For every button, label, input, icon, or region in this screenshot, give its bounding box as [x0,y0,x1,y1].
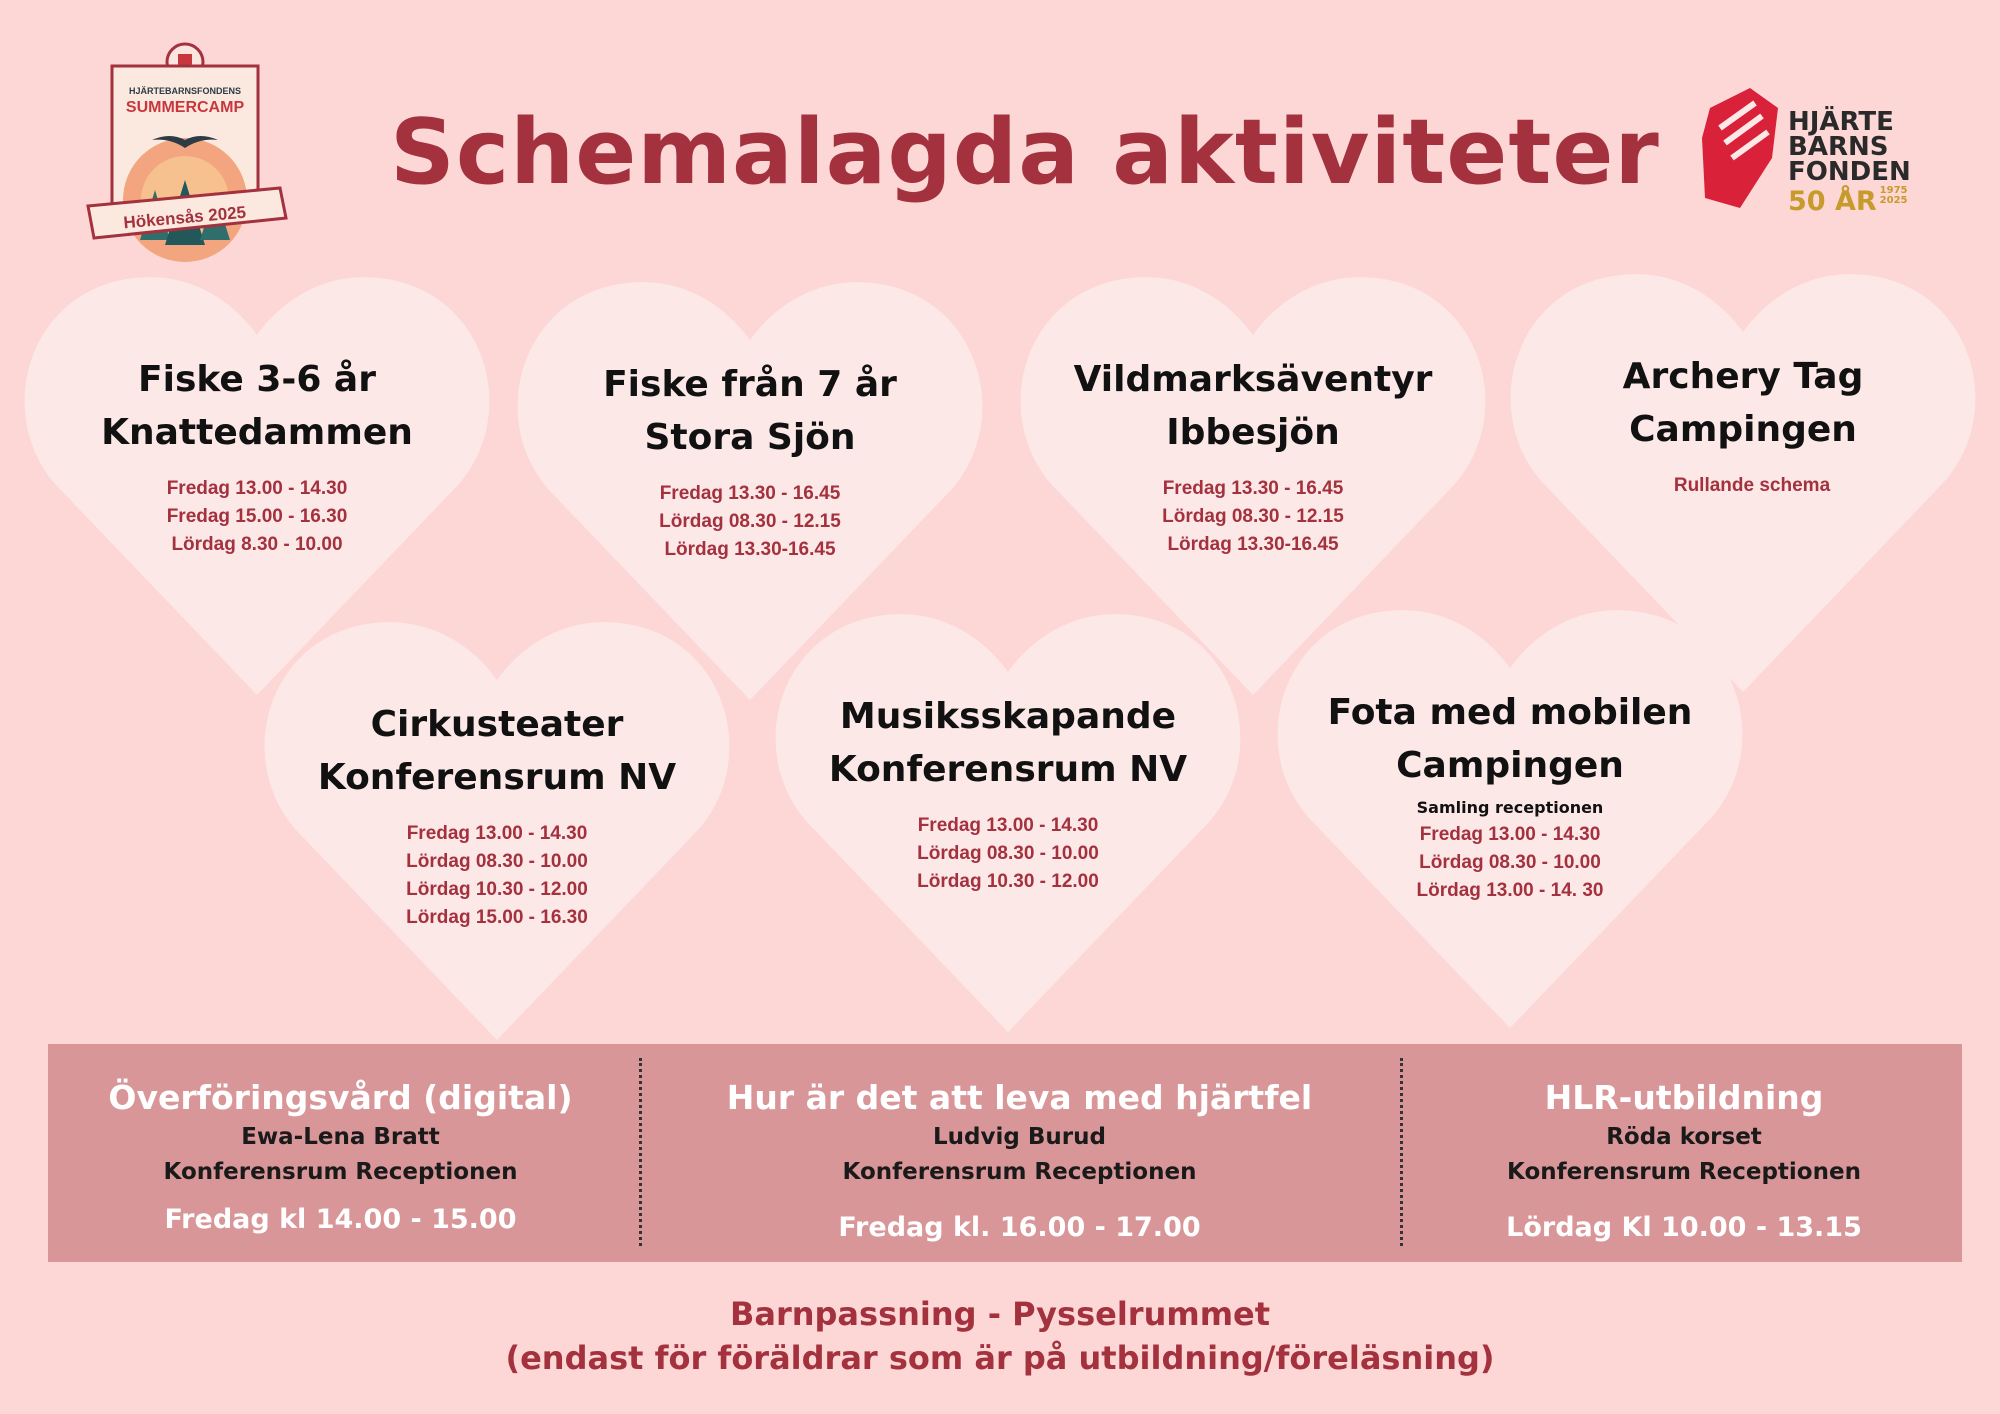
activity-note: Samling receptionen [1416,798,1604,817]
activity-title: Cirkusteater [370,704,624,745]
lecture-time: Fredag kl 14.00 - 15.00 [164,1204,517,1235]
lecture-room: Konferensrum Receptionen [163,1159,518,1185]
activity-title: Fota med mobilen [1327,692,1693,733]
lecture-speaker: Ewa-Lena Bratt [241,1124,440,1150]
activity-time: Rullande schema [1673,475,1831,496]
badge-ribbon-text: Hökensås 2025 [122,202,247,233]
badge-name-text: SUMMERCAMP [125,99,245,116]
logo-year-to: 2025 [1879,195,1908,206]
activity-title: Fiske 3-6 år [138,359,376,400]
logo-year-from: 1975 [1879,185,1908,196]
badge-org-text: HJÄRTEBARNSFONDENS [128,86,242,96]
lecture-speaker: Röda korset [1606,1124,1762,1150]
activity-time: Fredag 13.00 - 14.30 [166,478,348,499]
childcare-note [300,1292,1700,1380]
activity-place: Konferensrum NV [828,749,1188,790]
heart-hand-icon [1702,88,1778,208]
activity-time: Lördag 08.30 - 10.00 [406,851,588,872]
summercamp-badge [80,40,290,270]
activity-time: Fredag 13.00 - 14.30 [917,815,1099,836]
lecture-item [1404,1076,1964,1243]
lecture-speaker: Ludvig Burud [933,1124,1106,1150]
lecture-item [48,1076,633,1235]
activity-place: Ibbesjön [1166,412,1340,453]
logo-line3: FONDEN [1788,157,1911,187]
activity-title: Archery Tag [1622,356,1864,397]
lecture-title: HLR-utbildning [1544,1078,1824,1117]
activity-title: Vildmarksäventyr [1073,359,1433,400]
activity-time: Fredag 13.30 - 16.45 [1162,478,1344,499]
childcare-title: Barnpassning - Pysselrummet [729,1295,1271,1333]
lecture-room: Konferensrum Receptionen [1507,1159,1861,1185]
childcare-condition: (endast för föräldrar som är på utbildning/föreläsning) [505,1339,1495,1377]
activity-place: Knattedammen [101,412,413,453]
activity-place: Stora Sjön [644,417,856,458]
activity-title: Musiksskapande [839,696,1177,737]
activity-time: Fredag 13.00 - 14.30 [1419,824,1601,845]
activity-time: Lördag 13.00 - 14. 30 [1416,880,1604,901]
activity-place: Campingen [1629,409,1857,450]
activity-title: Fiske från 7 år [603,364,897,405]
page-title: Schemalagda aktiviteter [390,100,1660,205]
band-divider [1400,1058,1403,1246]
activity-time: Lördag 08.30 - 10.00 [1419,852,1601,873]
activity-time: Lördag 10.30 - 12.00 [917,871,1099,892]
activity-time: Fredag 15.00 - 16.30 [166,506,348,527]
activity-place: Campingen [1396,745,1624,786]
logo-years: 50 ÅR [1788,186,1877,217]
lecture-item [642,1076,1397,1243]
activity-time: Lördag 13.30-16.45 [1167,534,1339,555]
activity-time: Lördag 13.30-16.45 [664,539,836,560]
activity-heart [262,620,732,1040]
activity-time: Fredag 13.00 - 14.30 [406,823,588,844]
activity-time: Fredag 13.30 - 16.45 [659,483,841,504]
lectures-band [48,1044,1962,1262]
activity-time: Lördag 8.30 - 10.00 [171,534,343,555]
hjartebarnsfonden-logo [1700,88,1920,218]
activity-time: Lördag 08.30 - 12.15 [659,511,841,532]
logo-line1: HJÄRTE [1788,107,1894,137]
activity-heart [773,612,1243,1032]
lecture-time: Lördag Kl 10.00 - 13.15 [1506,1212,1862,1243]
activity-time: Lördag 08.30 - 12.15 [1162,506,1344,527]
lecture-time: Fredag kl. 16.00 - 17.00 [838,1212,1201,1243]
lecture-title: Hur är det att leva med hjärtfel [726,1078,1313,1117]
lecture-room: Konferensrum Receptionen [842,1159,1197,1185]
activity-time: Lördag 15.00 - 16.30 [406,907,588,928]
activity-heart [1275,608,1745,1028]
activity-time: Lördag 10.30 - 12.00 [406,879,588,900]
activity-place: Konferensrum NV [317,757,677,798]
activity-time: Lördag 08.30 - 10.00 [917,843,1099,864]
lecture-title: Överföringsvård (digital) [108,1078,573,1117]
logo-line2: BARNS [1788,132,1889,162]
